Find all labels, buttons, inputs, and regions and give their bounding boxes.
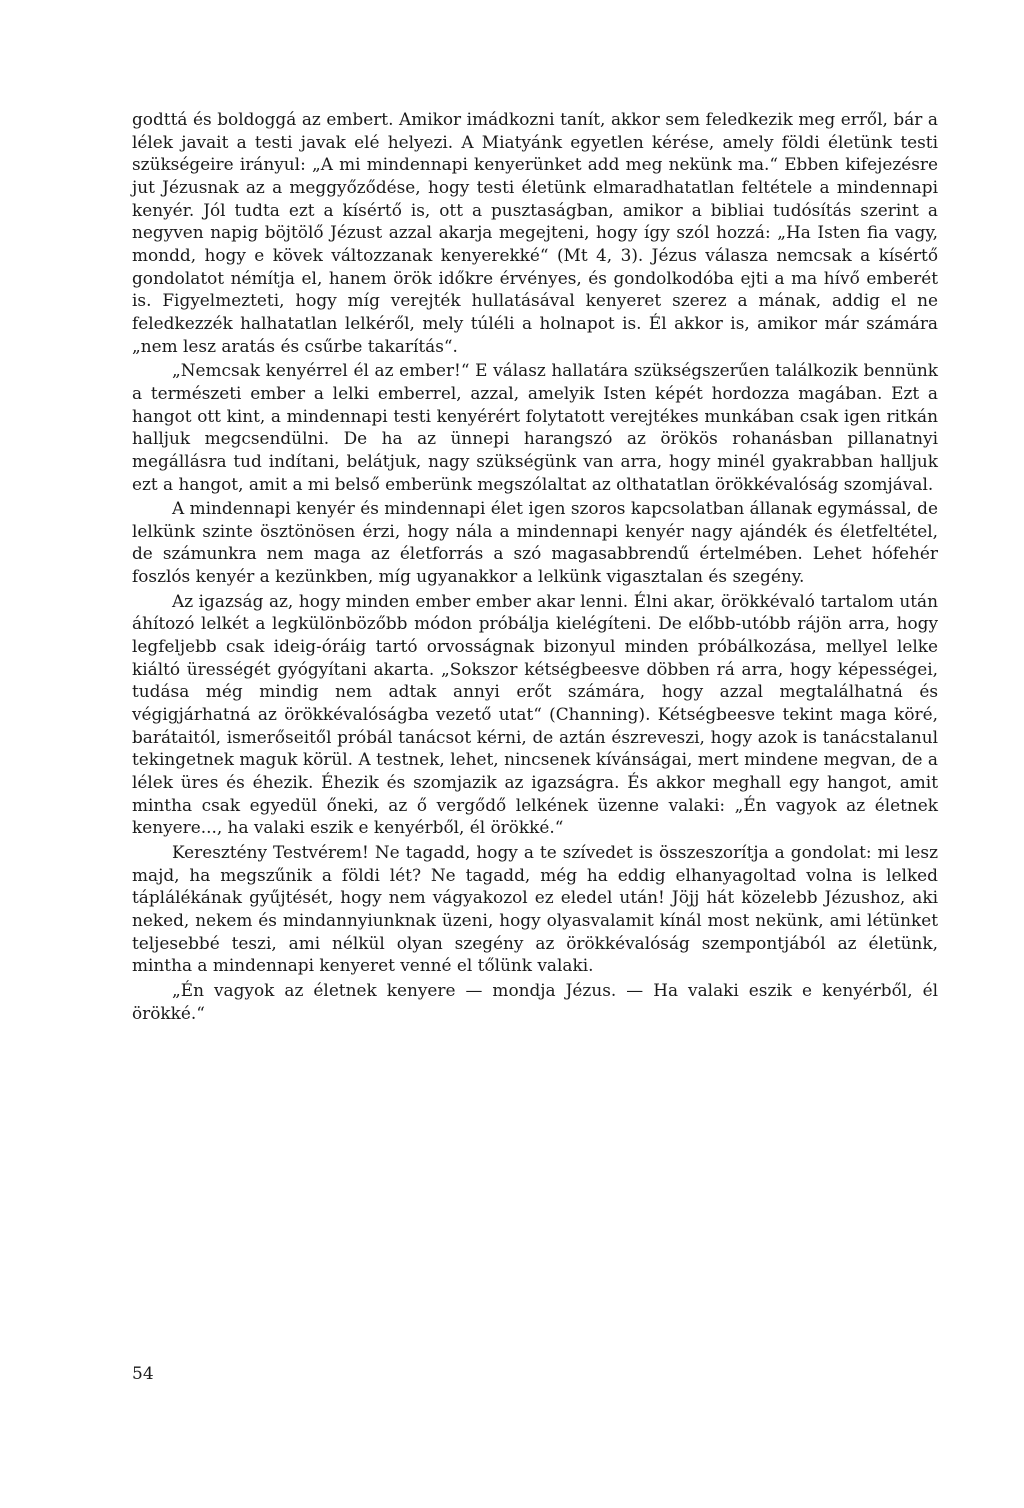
paragraph-5: Keresztény Testvérem! Ne tagadd, hogy a te szívedet is összeszorítja a gondolat: mi lesz majd, ha megszűnik a földi lét? Ne tagadd, még ha eddig elhanyagoltad volna is lelked táplálékának gyűjtését, hogy nem vágyakozol ez eledel után! Jöjj hát közelebb Jézushoz, aki neked, nekem és mindannyiunknak üzeni, hogy olyasvalamit kínál most nekünk, ami létünket teljesebbé teszi, ami nélkül olyan szegény az örökkévalóság szempontjából az életünk, mintha a mindennapi kenyeret venné el tőlünk valaki. xyxy=(132,842,938,976)
paragraph-3: A mindennapi kenyér és mindennapi élet igen szoros kapcsolatban állanak egymással, de lelkünk szinte ösztönösen érzi, hogy nála a mindennapi kenyér nagy ajándék és életfeltétel, de számunkra nem maga az életforrás a szó magasabbrendű értelmében. Lehet hófehér foszlós kenyér a kezünkben, míg ugyanakkor a lelkünk vigasztalan és szegény. xyxy=(132,498,938,587)
paragraph-1: godttá és boldoggá az embert. Amikor imádkozni tanít, akkor sem feledkezik meg erről, bár a lélek javait a testi javak elé helyezi. A Miatyánk egyetlen kérése, amely földi életünk testi szükségeire irányul: „A mi mindennapi kenyerünket add meg nekünk ma.“ Ebben kifejezésre jut Jézusnak az a meggyőződése, hogy testi életünk elmaradhatatlan feltétele a mindennapi kenyér. Jól tudta ezt a kísértő is, ott a pusztaságban, amikor a bibliai tudósítás szerint a negyven napig böjtölő Jézust azzal akarja megejteni, hogy így szól hozzá: „Ha Isten fia vagy, mondd, hogy e kövek változzanak kenyerekké“ (Mt 4, 3). Jézus válasza nemcsak a kísértő gondolatot némítja el, hanem örök időkre érvényes, és gondolkodóba ejti a ma hívő emberét is. Figyelmezteti, hogy míg verejték hullatásával kenyeret szerez a mának, addig el ne feledkezzék halhatatlan lelkéről, mely túléli a holnapot is. Él akkor is, amikor már számára „nem lesz aratás és csűrbe takarítás“. xyxy=(132,109,938,356)
page-body xyxy=(132,108,938,1024)
paragraph-4: Az igazság az, hogy minden ember ember akar lenni. Élni akar, örökkévaló tartalom után áhítozó lelkét a legkülönbözőbb módon próbálja kielégíteni. De előbb-utóbb rájön arra, hogy legfeljebb csak ideig-óráig tartó orvosságnak bizonyul minden próbálkozása, mellyel lelke kiáltó ürességét gyógyítani akarta. „Sokszor kétségbeesve döbben rá arra, hogy képességei, tudása még mindig nem adtak annyi erőt számára, hogy azzal megtalálhatná és végigjárhatná az örökkévalóságba vezető utat“ (Channing). Kétségbeesve tekint maga köré, barátaitól, ismerőseitől próbál tanácsot kérni, de aztán észreveszi, hogy azok is tanácstalanul tekingetnek maguk körül. A testnek, lehet, nincsenek kívánságai, mert mindene megvan, de a lélek üres és éhezik. Éhezik és szomjazik az igazságra. És akkor meghall egy hangot, amit mintha csak egyedül őneki, az ő vergődő lelkének üzenne valaki: „Én vagyok az életnek kenyere..., ha valaki eszik e kenyérből, él örökké.“ xyxy=(132,590,938,838)
paragraph-6: „Én vagyok az életnek kenyere — mondja Jézus. — Ha valaki eszik e kenyérből, él örökké.“ xyxy=(132,979,938,1023)
paragraph-2: „Nemcsak kenyérrel él az ember!“ E válasz hallatára szükségszerűen találkozik bennünk a természeti ember a lelki emberrel, azzal, amelyik Isten képét hordozza magában. Ezt a hangot ott kint, a mindennapi testi kenyérért folytatott verejtékes munkában csak igen ritkán halljuk megcsendülni. De ha az ünnepi harangszó az örökös rohanásban pillanatnyi megállásra tud indítani, belátjuk, nagy szükségünk van arra, hogy minél gyakrabban halljuk ezt a hangot, amit a mi belső emberünk megszólaltat az olthatatlan örökkévalóság szomjával. xyxy=(132,360,938,494)
page-number: 54 xyxy=(132,1364,154,1384)
